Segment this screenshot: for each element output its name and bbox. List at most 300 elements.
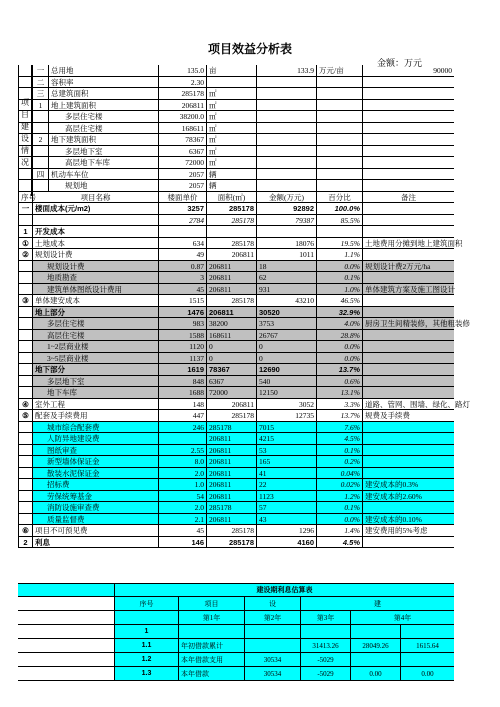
unit-price: 2.55: [158, 445, 206, 456]
basic-value-3: [362, 100, 454, 111]
item-name: 图纸审查: [32, 445, 158, 456]
cost-row: [18, 353, 454, 365]
loan-no: 1.3: [114, 667, 178, 680]
area: 285178: [206, 422, 256, 433]
area: 0: [206, 341, 256, 352]
amount: 62: [256, 272, 316, 283]
cost-row: [18, 203, 454, 215]
unit-price: 1476: [158, 307, 206, 318]
year-1: [244, 639, 300, 652]
cost-row: [18, 341, 454, 353]
unit-price: 1588: [158, 330, 206, 341]
row-no: ④: [18, 399, 32, 410]
year-1: 30534: [244, 667, 300, 680]
cost-row: [18, 307, 454, 319]
row-no: [18, 364, 32, 375]
basic-value-3: [362, 180, 454, 191]
item-name: 3~5层商业楼: [32, 353, 158, 364]
area: 206811: [206, 491, 256, 502]
loan-header-1: [18, 597, 454, 611]
area: 206811: [206, 399, 256, 410]
percent: 13.7%: [316, 364, 362, 375]
column-header: 楼面单价: [158, 192, 206, 203]
basic-value: 285178: [158, 88, 206, 99]
cost-row: [18, 215, 454, 227]
percent: 3.3%: [316, 399, 362, 410]
unit-price: 0.87: [158, 261, 206, 272]
year-4: 1615.64: [400, 639, 454, 652]
remark: [362, 376, 454, 387]
basic-value-2: 133.9: [256, 65, 316, 76]
year-2: -5029: [300, 653, 350, 666]
item-name: 新型墙体保证金: [32, 456, 158, 467]
item-name: 地下部分: [32, 364, 158, 375]
basic-value-2: [256, 123, 316, 134]
loan-header: 项目: [178, 597, 244, 610]
amount: 18: [256, 261, 316, 272]
area: 285178: [206, 537, 256, 548]
basic-row: [18, 157, 454, 169]
percent: 4.5%: [316, 537, 362, 548]
area: 0: [206, 353, 256, 364]
basic-no: [32, 111, 48, 122]
basic-unit-2: [316, 88, 362, 99]
unit-price: 146: [158, 537, 206, 548]
cost-row: [18, 433, 454, 445]
area: 285178: [206, 295, 256, 306]
basic-value-3: [362, 169, 454, 180]
unit-price: 2.0: [158, 468, 206, 479]
amount: 4160: [256, 537, 316, 548]
basic-name: 高层住宅楼: [48, 123, 158, 134]
amount: 12735: [256, 410, 316, 421]
basic-row: [18, 180, 454, 192]
column-header: 序号: [18, 192, 32, 203]
basic-value-3: [362, 146, 454, 157]
area: 285178: [206, 203, 256, 214]
amount: 3052: [256, 399, 316, 410]
remark: [362, 226, 454, 237]
cost-row: [18, 399, 470, 411]
amount: 165: [256, 456, 316, 467]
basic-value-3: [362, 157, 454, 168]
unit-price: 54: [158, 491, 206, 502]
percent: 13.7%: [316, 410, 362, 421]
row-no: [18, 353, 32, 364]
unit-price: 45: [158, 525, 206, 536]
year-header: 第1年: [178, 611, 244, 624]
basic-unit-2: [316, 134, 362, 145]
row-no: [18, 456, 32, 467]
basic-value-2: [256, 157, 316, 168]
area: 206811: [206, 261, 256, 272]
loan-no: 1: [114, 625, 178, 638]
basic-unit: ㎡: [206, 134, 256, 145]
remark: [362, 387, 454, 398]
remark: 建安成本的2.60%: [362, 491, 454, 502]
year-3: 0.00: [350, 667, 400, 680]
year-4: [400, 653, 454, 666]
cost-row: [18, 422, 454, 434]
basic-name: 机动车车位: [48, 169, 158, 180]
unit-price: 2784: [158, 215, 206, 226]
row-no: ⑥: [18, 525, 32, 536]
cost-row: [18, 491, 454, 503]
basic-value-2: [256, 100, 316, 111]
area: 206811: [206, 249, 256, 260]
cost-row: [18, 318, 470, 330]
percent: 46.5%: [316, 295, 362, 306]
basic-no: 二: [32, 77, 48, 88]
percent: [316, 226, 362, 237]
basic-value-2: [256, 111, 316, 122]
cost-row: [18, 410, 454, 422]
basic-value-2: [256, 146, 316, 157]
row-no: [18, 318, 32, 329]
year-4: [400, 625, 454, 638]
unit-price: 2.1: [158, 514, 206, 525]
amount: 43210: [256, 295, 316, 306]
row-no: [18, 514, 32, 525]
row-no: ③: [18, 295, 32, 306]
amount: 4215: [256, 433, 316, 444]
item-name: 利息: [32, 537, 158, 548]
basic-value-3: 90000: [362, 65, 454, 76]
basic-row: [18, 88, 454, 100]
column-header: 项目名称: [32, 192, 158, 203]
item-name: 项目不可预见费: [32, 525, 158, 536]
row-no: [18, 341, 32, 352]
amount: 92892: [256, 203, 316, 214]
basic-name: 地下建筑面积: [48, 134, 158, 145]
row-no: ⑤: [18, 410, 32, 421]
basic-info-section: [18, 65, 454, 192]
area: 206811: [206, 456, 256, 467]
cost-row: [18, 537, 454, 549]
year-header: 第2年: [244, 611, 300, 624]
percent: 1.1%: [316, 249, 362, 260]
unit-price: 1688: [158, 387, 206, 398]
row-no: [18, 502, 32, 513]
cost-row: [18, 261, 454, 273]
basic-name: 总用地: [48, 65, 158, 76]
remark: 单体建筑方案及施工图设计: [362, 284, 454, 295]
loan-item: 本年借款: [178, 667, 244, 680]
row-no: ②: [18, 249, 32, 260]
basic-value-3: [362, 111, 454, 122]
area: 285178: [206, 410, 256, 421]
loan-row: [18, 667, 454, 681]
unit-price: 45: [158, 284, 206, 295]
basic-unit: 亩: [206, 65, 256, 76]
loan-title: [18, 583, 454, 597]
item-name: 质量监督费: [32, 514, 158, 525]
remark: 厨房卫生间精装修，其他粗装修: [362, 318, 454, 329]
row-no: [18, 445, 32, 456]
loan-header: 建: [300, 597, 454, 610]
year-1: [244, 625, 300, 638]
item-name: 多层住宅楼: [32, 318, 158, 329]
cost-row: [18, 295, 454, 307]
area: 285178: [206, 215, 256, 226]
remark: [362, 215, 454, 226]
loan-row: [18, 653, 454, 667]
basic-value: 135.0: [158, 65, 206, 76]
area: 206811: [206, 479, 256, 490]
year-3: [350, 653, 400, 666]
item-name: 室外工程: [32, 399, 158, 410]
unit-price: 447: [158, 410, 206, 421]
item-name: 消防设施审查费: [32, 502, 158, 513]
amount: 1123: [256, 491, 316, 502]
row-no: [18, 272, 32, 283]
loan-header: 设: [244, 597, 300, 610]
basic-value-3: [362, 88, 454, 99]
cost-row: [18, 502, 454, 514]
area: 206811: [206, 514, 256, 525]
basic-name: 地上建筑面积: [48, 100, 158, 111]
area: 285178: [206, 525, 256, 536]
amount: 12150: [256, 387, 316, 398]
cost-row: [18, 479, 454, 491]
amount: 12690: [256, 364, 316, 375]
basic-name: 容积率: [48, 77, 158, 88]
item-name: 1~2层商业楼: [32, 341, 158, 352]
loan-row: [18, 625, 454, 639]
year-3: 28049.26: [350, 639, 400, 652]
cost-row: [18, 376, 454, 388]
item-name: 散装水泥保证金: [32, 468, 158, 479]
area: 6367: [206, 376, 256, 387]
percent: 0.1%: [316, 502, 362, 513]
percent: 0.0%: [316, 353, 362, 364]
amount: 79387: [256, 215, 316, 226]
amount: 0: [256, 341, 316, 352]
item-name: 高层住宅楼: [32, 330, 158, 341]
unit-price: 983: [158, 318, 206, 329]
basic-value: 6367: [158, 146, 206, 157]
row-no: [18, 433, 32, 444]
basic-no: 四: [32, 169, 48, 180]
row-no: [18, 284, 32, 295]
year-header: 第4年: [350, 611, 454, 624]
basic-unit-2: [316, 169, 362, 180]
percent: 28.8%: [316, 330, 362, 341]
unit-price: 49: [158, 249, 206, 260]
item-name: 土地成本: [32, 238, 158, 249]
percent: 1.0%: [316, 284, 362, 295]
remark: [362, 295, 454, 306]
item-name: 单体建安成本: [32, 295, 158, 306]
basic-unit: ㎡: [206, 123, 256, 134]
row-no: 一: [18, 203, 32, 214]
percent: 0.1%: [316, 272, 362, 283]
cost-row: [18, 330, 454, 342]
row-no: [18, 330, 32, 341]
basic-row: [18, 77, 454, 89]
year-2: [300, 625, 350, 638]
amount: 26767: [256, 330, 316, 341]
amount: 1296: [256, 525, 316, 536]
area: 206811: [206, 272, 256, 283]
percent: 7.6%: [316, 422, 362, 433]
basic-no: 1: [32, 100, 48, 111]
column-header: 金额(万元): [256, 192, 316, 203]
percent: 85.5%: [316, 215, 362, 226]
percent: 0.2%: [316, 456, 362, 467]
remark: [362, 468, 454, 479]
analysis-sheet: [18, 65, 470, 548]
remark: 土地费用分摊到地上建筑面积: [362, 238, 454, 249]
unit-price: 1137: [158, 353, 206, 364]
remark: [362, 364, 454, 375]
loan-header-2: [18, 611, 454, 625]
basic-row: [18, 134, 454, 146]
year-2: -5029: [300, 667, 350, 680]
basic-value: 38200.0: [158, 111, 206, 122]
basic-value: 72000: [158, 157, 206, 168]
amount: 931: [256, 284, 316, 295]
cost-table: [18, 192, 470, 549]
amount: 3753: [256, 318, 316, 329]
unit-price: 1515: [158, 295, 206, 306]
cost-row: [18, 364, 454, 376]
area: 285178: [206, 502, 256, 513]
basic-name: 多层地下室: [48, 146, 158, 157]
cost-row: [18, 238, 463, 250]
amount: [256, 226, 316, 237]
area: 206811: [206, 468, 256, 479]
basic-value-2: [256, 169, 316, 180]
column-header: 备注: [362, 192, 454, 203]
percent: 1.2%: [316, 491, 362, 502]
remark: [362, 307, 454, 318]
unit-price: 2.0: [158, 502, 206, 513]
remark: [362, 249, 454, 260]
basic-value-2: [256, 180, 316, 191]
amount: 22: [256, 479, 316, 490]
basic-unit: 辆: [206, 169, 256, 180]
remark: 建安成本的0.10%: [362, 514, 454, 525]
basic-name: 规划地: [48, 180, 158, 191]
basic-value-2: [256, 88, 316, 99]
cost-row: [18, 445, 454, 457]
basic-value-2: [256, 77, 316, 88]
item-name: 配套及手续费用: [32, 410, 158, 421]
basic-unit-2: 万元/亩: [316, 65, 362, 76]
basic-unit-2: [316, 111, 362, 122]
basic-no: [32, 180, 48, 191]
year-2: 31413.26: [300, 639, 350, 652]
header-row: [18, 192, 454, 204]
basic-no: 一: [32, 65, 48, 76]
unit-price: 848: [158, 376, 206, 387]
item-name: 招标费: [32, 479, 158, 490]
item-name: 规划设计费: [32, 261, 158, 272]
amount: 1011: [256, 249, 316, 260]
row-no: [18, 261, 32, 272]
column-header: 面积(㎡): [206, 192, 256, 203]
loan-header: [114, 611, 178, 624]
area: 285178: [206, 238, 256, 249]
remark: 规费及手续费: [362, 410, 454, 421]
remark: 规划设计费2万元/ha: [362, 261, 454, 272]
remark: [362, 537, 454, 548]
row-no: [18, 376, 32, 387]
basic-row: [18, 65, 454, 77]
basic-value-2: [256, 134, 316, 145]
percent: 1.4%: [316, 525, 362, 536]
percent: 0.02%: [316, 479, 362, 490]
row-no: [18, 307, 32, 318]
cost-row: [18, 272, 454, 284]
basic-value-3: [362, 77, 454, 88]
remark: [362, 203, 454, 214]
unit-price: 1.0: [158, 479, 206, 490]
unit-price: 634: [158, 238, 206, 249]
basic-unit-2: [316, 180, 362, 191]
cost-row: [18, 456, 454, 468]
remark: [362, 433, 454, 444]
percent: 19.5%: [316, 238, 362, 249]
basic-value: 2057: [158, 180, 206, 191]
basic-value-3: [362, 123, 454, 134]
unit-price: 3257: [158, 203, 206, 214]
basic-no: [32, 146, 48, 157]
item-name: 人防异地建设费: [32, 433, 158, 444]
amount: 7015: [256, 422, 316, 433]
item-name: 地质勘查: [32, 272, 158, 283]
row-no: [18, 491, 32, 502]
cost-row: [18, 468, 454, 480]
row-no: 2: [18, 537, 32, 548]
basic-unit: ㎡: [206, 146, 256, 157]
unit-price: [158, 226, 206, 237]
cost-row: [18, 249, 454, 261]
item-name: 地下车库: [32, 387, 158, 398]
remark: [362, 330, 454, 341]
basic-unit-2: [316, 157, 362, 168]
area: 38200: [206, 318, 256, 329]
basic-row: [18, 100, 454, 112]
area: 72000: [206, 387, 256, 398]
basic-name: 高层地下车库: [48, 157, 158, 168]
percent: 0.6%: [316, 376, 362, 387]
item-name: [32, 215, 158, 226]
remark: [362, 445, 454, 456]
basic-unit-2: [316, 146, 362, 157]
amount: 540: [256, 376, 316, 387]
amount: 53: [256, 445, 316, 456]
percent: 32.9%: [316, 307, 362, 318]
remark: 建安费用的5%考虑: [362, 525, 454, 536]
unit-label: 金额：万元: [377, 58, 423, 68]
basic-no: [32, 123, 48, 134]
amount: 43: [256, 514, 316, 525]
year-3: [350, 625, 400, 638]
area: 206811: [206, 445, 256, 456]
percent: 0.1%: [316, 445, 362, 456]
amount: 0: [256, 353, 316, 364]
basic-value: 168611: [158, 123, 206, 134]
page-title: 项目效益分析表: [207, 42, 292, 56]
loan-item: 本年借款支用: [178, 653, 244, 666]
basic-unit-2: [316, 77, 362, 88]
percent: 4.5%: [316, 433, 362, 444]
basic-unit-2: [316, 100, 362, 111]
loan-no: 1.2: [114, 653, 178, 666]
percent: 0.04%: [316, 468, 362, 479]
